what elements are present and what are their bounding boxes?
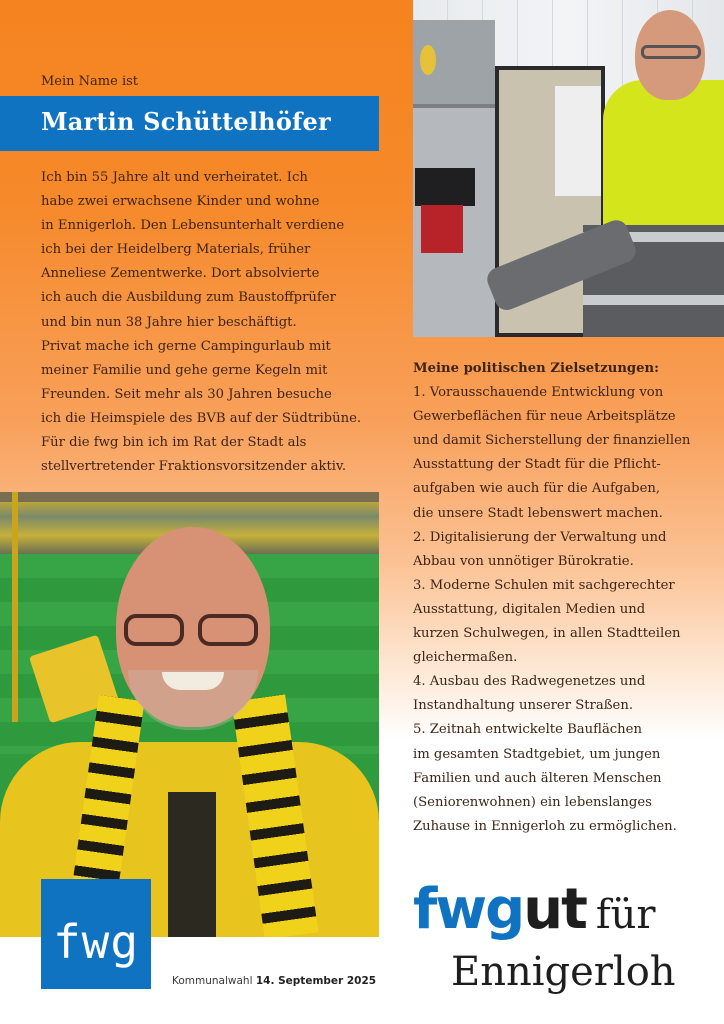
reflective-stripe [583,295,724,305]
bio-line: und bin nun 38 Jahre hier beschäftigt. [41,314,297,330]
jersey-stripe [168,792,216,937]
goal-line: aufgaben wie auch für die Aufgaben, [413,481,661,497]
goal-line: gleichermaßen. [413,650,518,666]
bio-line: habe zwei erwachsene Kinder und wohne [41,194,320,210]
bio-line: Für die fwg bin ich im Rat der Stadt als [41,435,307,451]
glasses [124,614,262,648]
goal-line: im gesamten Stadtgebiet, um jungen [413,746,661,762]
goal-line: 4. Ausbau des Radwegenetzes und [413,674,646,690]
election-info [172,975,376,987]
bio-line: ich die Heimspiele des BVB auf der Südtribüne. [41,410,362,426]
election-label: Kommunalwahl [172,975,253,987]
goal-line: die unsere Stadt lebenswert machen. [413,505,663,521]
goal-line: Ausstattung, digitalen Medien und [413,601,646,617]
bio-line: ich auch die Ausbildung zum Baustoffprüfer [41,290,336,306]
bio-line: Freunden. Seit mehr als 30 Jahren besuche [41,386,332,402]
stadium-photo [0,492,379,937]
brand-line-1 [413,877,713,953]
candidate-name: Martin Schüttelhöfer [41,107,331,136]
fwg-logo-text: fwg [52,915,140,969]
goal-line: Zuhause in Ennigerloh zu ermöglichen. [413,818,677,834]
goals-heading: Meine politischen Zielsetzungen: [413,361,659,376]
bio-line: Privat mache ich gerne Campingurlaub mit [41,338,331,354]
machine-press-block [415,168,475,206]
bio-line: meiner Familie und gehe gerne Kegeln mit [41,362,328,378]
machine-red-part [421,205,463,253]
election-date: 14. September 2025 [255,975,377,987]
goal-line: Ausstattung der Stadt für die Pflicht- [413,457,661,473]
fwg-logo-box [41,879,151,989]
goal-line: kurzen Schulwegen, in allen Stadtteilen [413,626,681,642]
brand-slogan [413,877,713,995]
work-photo [413,0,724,337]
goal-line: (Seniorenwohnen) ein lebenslanges [413,794,652,810]
goal-line: Abbau von unnötiger Bürokratie. [413,553,634,569]
smile [162,672,224,690]
name-banner [0,96,379,151]
bio-text [41,166,386,479]
bio-line: Ich bin 55 Jahre alt und verheiratet. Ich [41,170,308,185]
brand-city: Ennigerloh [451,949,676,995]
goal-line: 1. Vorausschauende Entwicklung von [413,385,664,401]
bio-line: in Ennigerloh. Den Lebensunterhalt verdiene [41,218,345,234]
brand-fw: fw [413,877,486,942]
glasses [641,45,701,59]
bio-line: Anneliese Zementwerke. Dort absolvierte [41,266,320,282]
control-panel [555,86,601,196]
brand-g: g [485,877,524,942]
brand-ut: ut [523,877,586,942]
flag-pole [12,492,18,722]
goal-line: 3. Moderne Schulen mit sachgerechter [413,577,675,593]
bio-line: stellvertretender Fraktionsvorsitzender aktiv. [41,459,347,475]
goals-section [413,357,724,839]
brand-fuer: für [595,892,656,938]
goal-line: und damit Sicherstellung der finanziellen [413,433,691,449]
goal-line: 5. Zeitnah entwickelte Bauflächen [413,722,642,738]
bio-line: ich bei der Heidelberg Materials, früher [41,242,311,258]
goal-line: 2. Digitalisierung der Verwaltung und [413,529,667,545]
goal-line: Instandhaltung unserer Straßen. [413,698,634,714]
intro-label: Mein Name ist [41,74,138,89]
goal-line: Gewerbeflächen für neue Arbeitsplätze [413,409,676,425]
goal-line: Familien und auch älteren Menschen [413,770,662,786]
inspection-seal [420,45,436,75]
